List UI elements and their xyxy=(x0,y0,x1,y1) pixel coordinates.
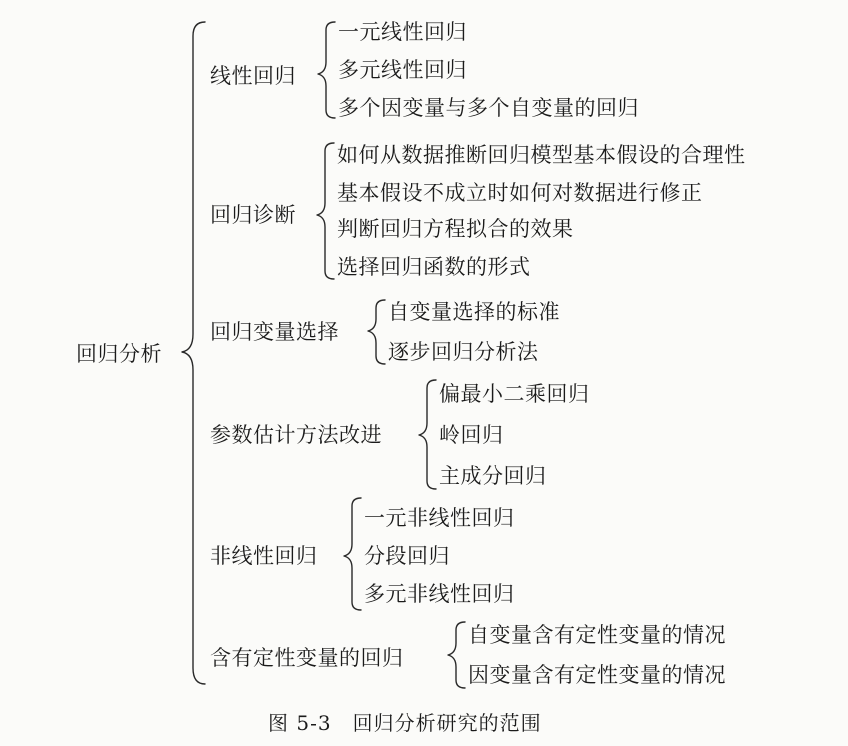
group-brace-estimation xyxy=(419,380,436,489)
group-brace-qualitative xyxy=(448,622,465,688)
leaf-item: 如何从数据推断回归模型基本假设的合理性 xyxy=(337,143,746,167)
leaf-item: 多元非线性回归 xyxy=(364,582,515,606)
leaf-item: 一元非线性回归 xyxy=(364,506,515,530)
leaf-item: 自变量选择的标准 xyxy=(388,300,560,324)
group-label-estimation: 参数估计方法改进 xyxy=(210,423,382,447)
leaf-item: 判断回归方程拟合的效果 xyxy=(337,217,574,241)
leaf-item: 多元线性回归 xyxy=(338,58,467,82)
figure-caption: 图 5-3 回归分析研究的范围 xyxy=(268,711,542,735)
leaf-item: 偏最小二乘回归 xyxy=(439,382,590,406)
group-brace-linear xyxy=(318,22,335,118)
leaf-item: 多个因变量与多个自变量的回归 xyxy=(338,96,639,120)
group-brace-diagnostics xyxy=(317,143,334,279)
group-label-nonlinear: 非线性回归 xyxy=(210,544,318,568)
group-brace-nonlinear xyxy=(344,498,361,610)
leaf-item: 自变量含有定性变量的情况 xyxy=(468,623,726,647)
group-label-linear: 线性回归 xyxy=(210,64,296,88)
leaf-item: 岭回归 xyxy=(439,423,504,447)
leaf-item: 基本假设不成立时如何对数据进行修正 xyxy=(337,181,703,205)
leaf-item: 因变量含有定性变量的情况 xyxy=(468,663,726,687)
group-label-qualitative: 含有定性变量的回归 xyxy=(210,646,404,670)
leaf-item: 一元线性回归 xyxy=(338,20,467,44)
root-brace xyxy=(182,22,205,684)
leaf-item: 选择回归函数的形式 xyxy=(337,255,531,279)
group-label-diagnostics: 回归诊断 xyxy=(210,203,296,227)
leaf-item: 分段回归 xyxy=(364,544,450,568)
group-label-variable-selection: 回归变量选择 xyxy=(210,320,339,344)
leaf-item: 逐步回归分析法 xyxy=(388,340,539,364)
root-label: 回归分析 xyxy=(76,342,162,366)
group-brace-variable-selection xyxy=(368,300,385,364)
leaf-item: 主成分回归 xyxy=(439,464,547,488)
